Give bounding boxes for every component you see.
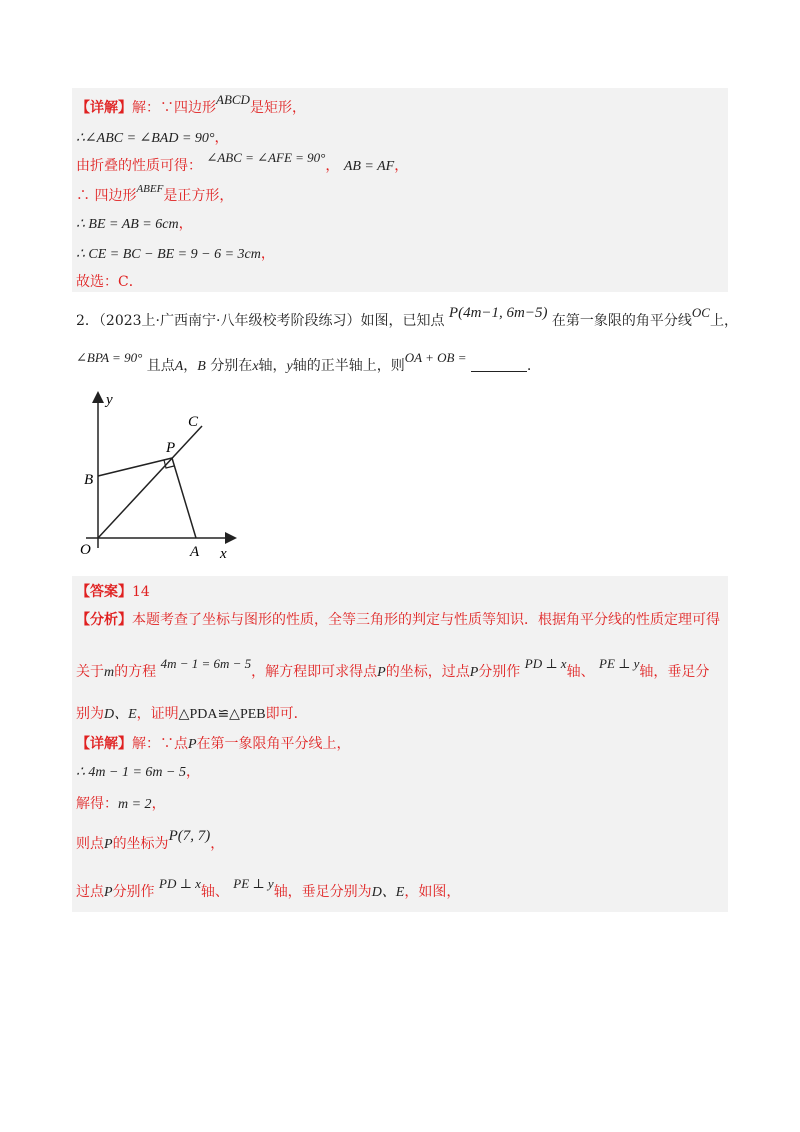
detail2-line-4: 则点P的坐标为P(7, 7)， bbox=[76, 828, 225, 852]
detail2-line-3: 解得：m = 2， bbox=[76, 796, 166, 812]
coordinate-figure bbox=[76, 388, 246, 563]
detail-line-1: 【详解】解：∵四边形ABCD是矩形， bbox=[76, 92, 306, 116]
segment-pa bbox=[172, 458, 196, 538]
analysis-line-2: 关于m的方程 4m − 1 = 6m − 5，解方程即可求得点P的坐标，过点P分别作 PD ⊥ x轴、 PE ⊥ y轴，垂足分 bbox=[76, 656, 710, 680]
detail-line-4: ∴ 四边形$^{ABEF}$是正方形， bbox=[76, 183, 234, 204]
detail2-line-1: 【详解】解：∵点P在第一象限角平分线上， bbox=[76, 736, 351, 752]
line-oc bbox=[98, 426, 202, 538]
answer-value: 14 bbox=[132, 584, 150, 600]
question-line-1: 2．（2023上·广西南宁·八年级校考阶段练习）如图，已知点 P(4m−1, 6m−5) 在第一象限的角平分线OC上， bbox=[76, 305, 738, 329]
detail-line-2: ∴∠ABC = ∠BAD = 90°， bbox=[76, 130, 229, 146]
detail2-line-2: ∴ 4m − 1 = 6m − 5， bbox=[76, 764, 200, 780]
label-c: C bbox=[188, 414, 199, 430]
segment-pb bbox=[98, 458, 172, 476]
detail-tag: 【详解】 bbox=[76, 100, 132, 116]
answer-line: 【答案】14 bbox=[76, 584, 150, 600]
label-y: y bbox=[106, 392, 113, 408]
detail2-line-5: 过点P分别作 PD ⊥ x轴、 PE ⊥ y轴，垂足分别为D、E，如图， bbox=[76, 876, 461, 900]
answer-blank bbox=[471, 357, 527, 372]
label-x: x bbox=[220, 546, 227, 562]
detail-line-6: ∴ CE = BC − BE = 9 − 6 = 3cm， bbox=[76, 246, 275, 262]
label-o: O bbox=[80, 542, 91, 558]
label-p: P bbox=[166, 440, 176, 456]
label-b: B bbox=[84, 472, 94, 488]
label-a: A bbox=[190, 544, 200, 560]
detail-line-5: ∴ BE = AB = 6cm， bbox=[76, 216, 193, 232]
detail-line-7: 故选：C． bbox=[76, 274, 143, 290]
question-line-2: ∠BPA = 90° 且点A，B 分别在x轴，y轴的正半轴上，则OA + OB = . bbox=[76, 350, 532, 374]
analysis-line-1: 【分析】本题考查了坐标与图形的性质，全等三角形的判定与性质等知识．根据角平分线的性质定理可得 bbox=[76, 612, 720, 628]
analysis-line-3: 别为D、E，证明△PDA≌△PEB即可． bbox=[76, 706, 308, 722]
detail-line-3: 由折叠的性质可得： ∠ABC = ∠AFE = 90°， AB = AF， bbox=[76, 150, 409, 174]
